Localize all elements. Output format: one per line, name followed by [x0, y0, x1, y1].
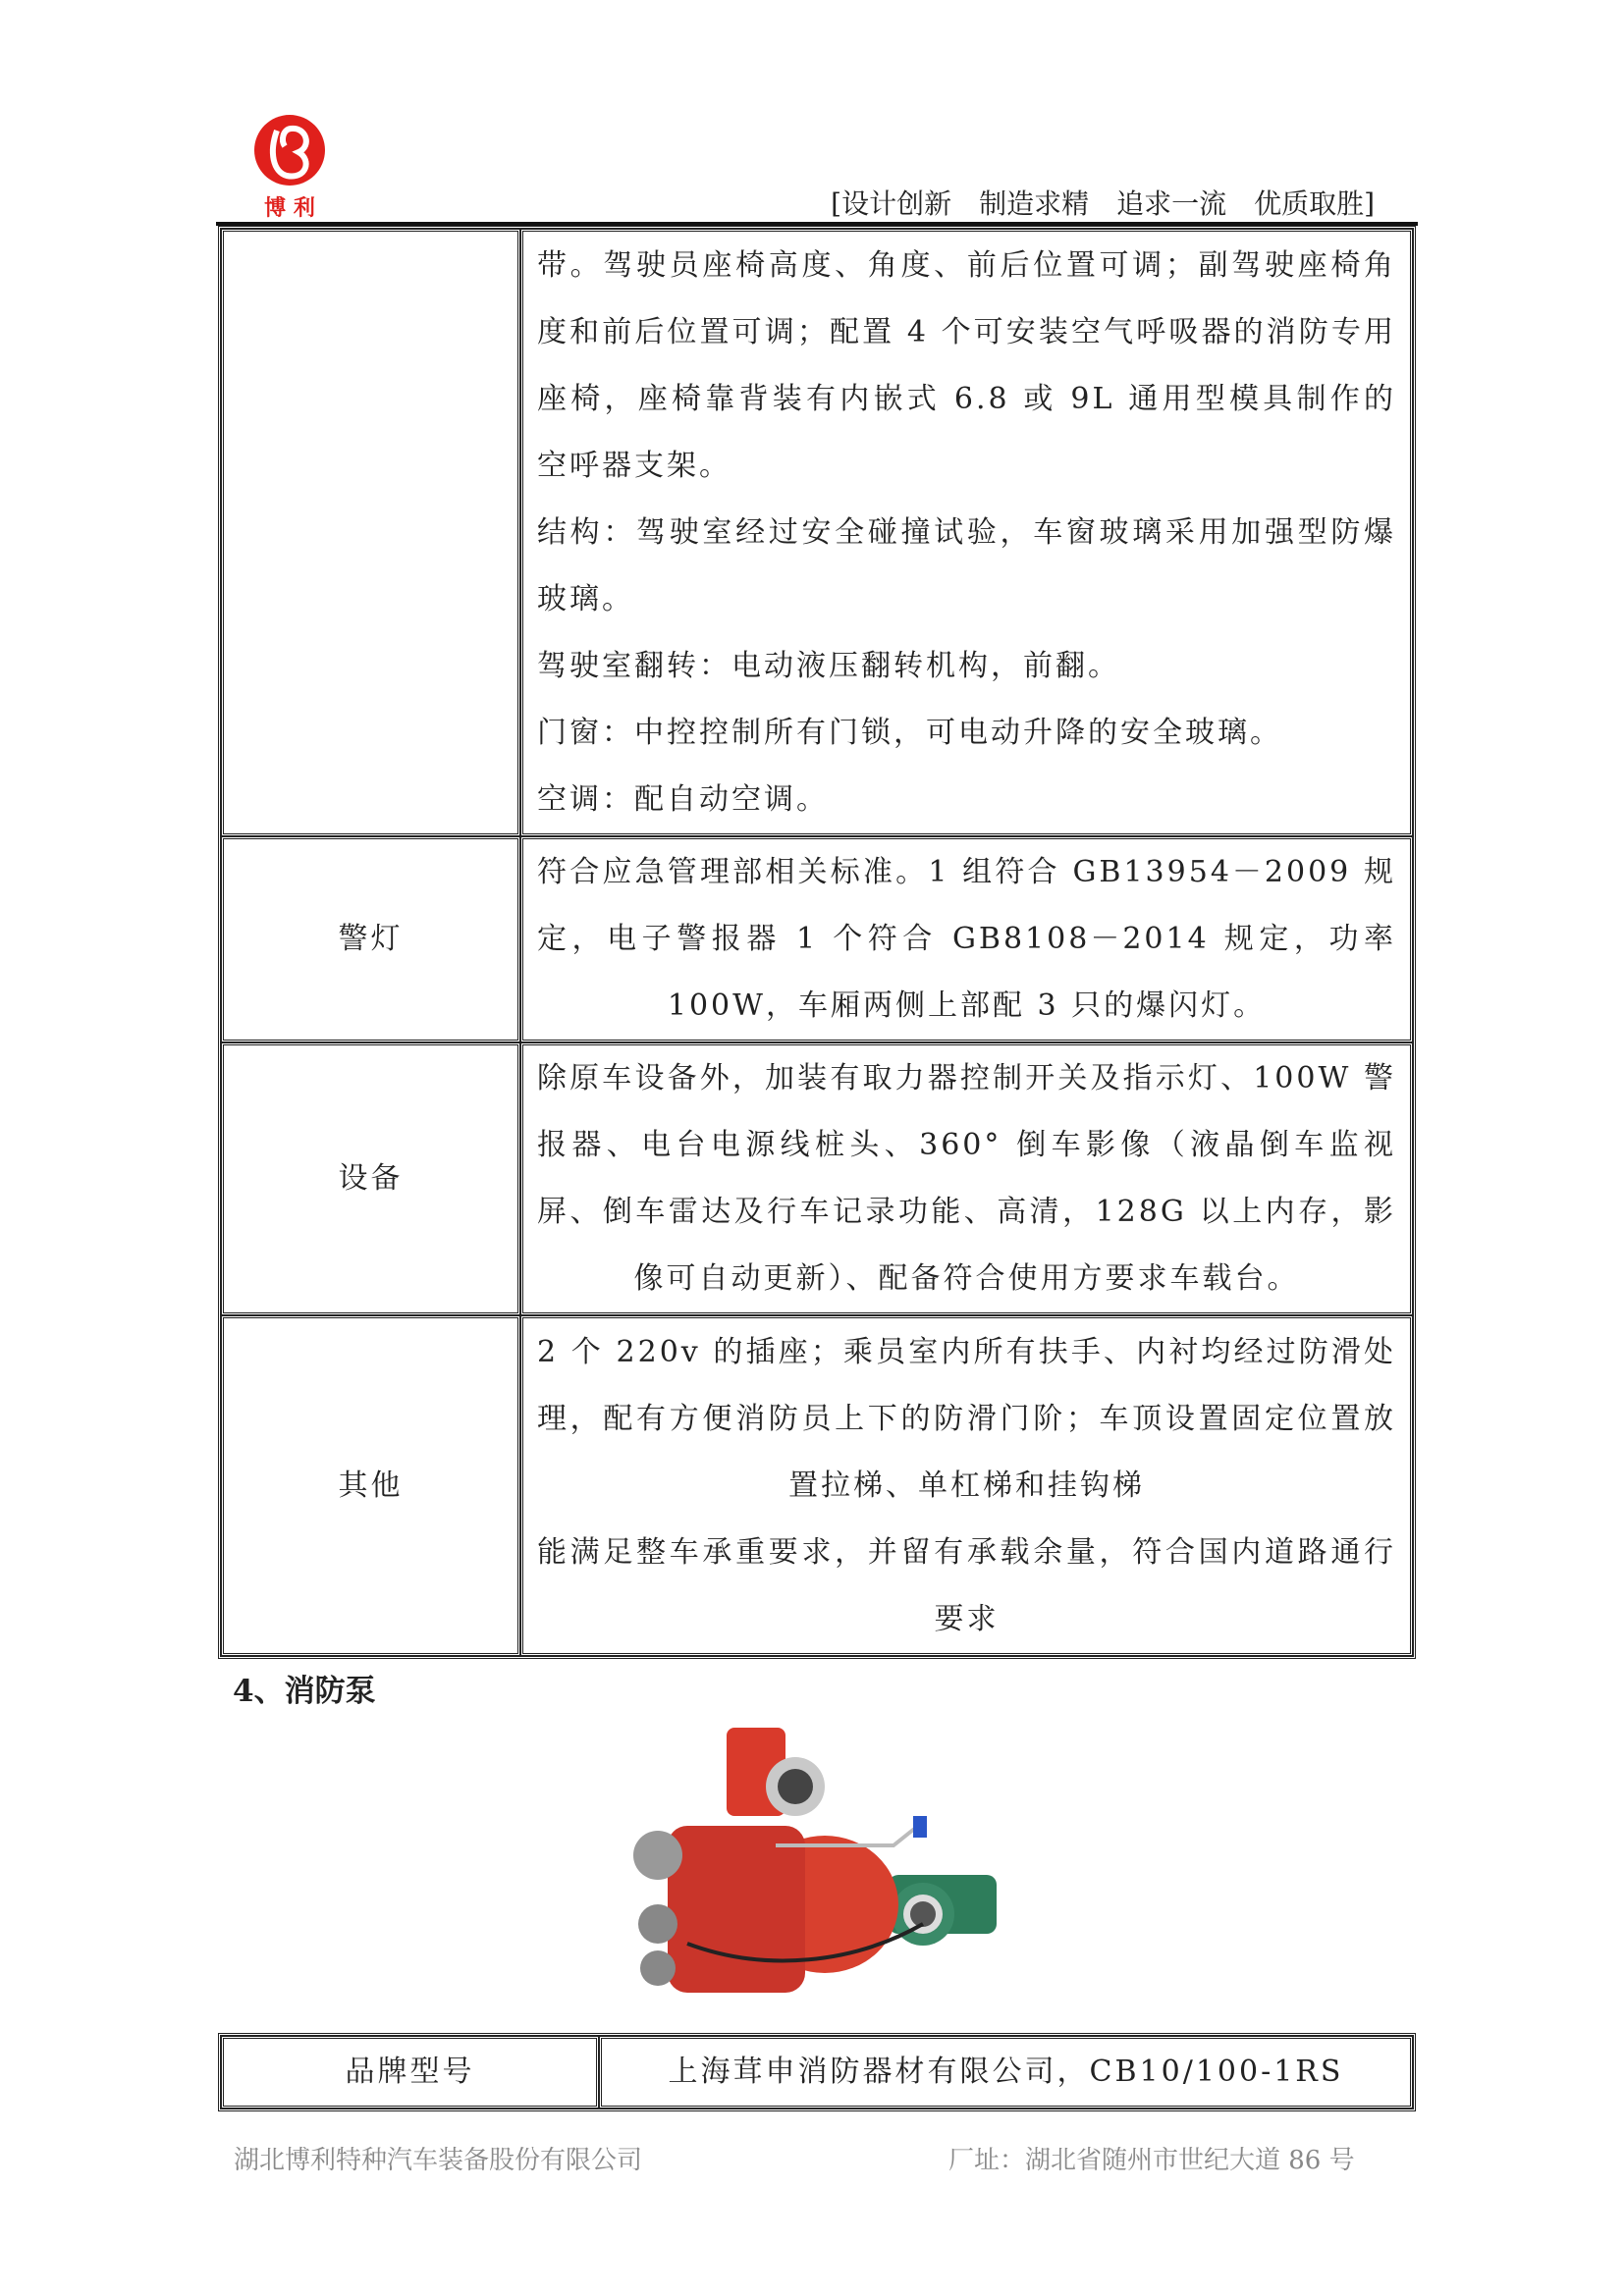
- row-key: 设备: [221, 1042, 520, 1315]
- row-value: [520, 229, 1413, 836]
- text-line: 2 个 220v 的插座；乘员室内所有扶手、内衬均经过防滑处理，配有方便消防员上下的防滑门阶；车顶设置固定位置放置拉梯、单杠梯和挂钩梯: [537, 1334, 1396, 1503]
- text-line: 空调：配自动空调。: [537, 781, 829, 817]
- row-key: 品牌型号: [221, 2036, 599, 2109]
- text-line: 驾驶室翻转：电动液压翻转机构，前翻。: [537, 648, 1120, 683]
- text-line: 门窗：中控控制所有门锁，可电动升降的安全玻璃。: [537, 715, 1282, 750]
- table-row: [221, 1042, 1413, 1315]
- footer-address: 厂址：湖北省随州市世纪大道 86 号: [948, 2146, 1355, 2175]
- text-line: 除原车设备外，加装有取力器控制开关及指示灯、100W 警报器、电台电源线桩头、360° 倒车影像（液晶倒车监视屏、倒车雷达及行车记录功能、高清，128G 以上内存，影像可自动更新）、配备符合使用方要求车载台。: [537, 1061, 1396, 1296]
- text-line: 带。驾驶员座椅高度、角度、前后位置可调；副驾驶座椅角度和前后位置可调；配置 4 个可安装空气呼吸器的消防专用座椅，座椅靠背装有内嵌式 6.8 或 9L 通用型模具制作的空呼器支架。: [537, 247, 1396, 483]
- row-key: 其他: [221, 1315, 520, 1656]
- table-row: [221, 2036, 1413, 2109]
- row-value: [520, 1042, 1413, 1315]
- footer-company: 湖北博利特种汽车装备股份有限公司: [234, 2146, 643, 2175]
- table-row: [221, 836, 1413, 1042]
- fire-pump-image: [628, 1728, 1011, 2022]
- pump-table: [218, 2033, 1416, 2111]
- row-key: [221, 229, 520, 836]
- spec-table: [218, 226, 1416, 1659]
- row-value: 上海茸申消防器材有限公司，CB10/100-1RS: [599, 2036, 1413, 2109]
- table-row: [221, 229, 1413, 836]
- row-value: [520, 836, 1413, 1042]
- row-value: [520, 1315, 1413, 1656]
- row-key: 警灯: [221, 836, 520, 1042]
- svg-text:博 利: 博 利: [264, 196, 315, 221]
- text-line: 能满足整车承重要求，并留有承载余量，符合国内道路通行要求: [537, 1534, 1396, 1636]
- table-row: [221, 1315, 1413, 1656]
- company-logo: [247, 113, 332, 221]
- slogan: [设计创新 制造求精 追求一流 优质取胜]: [831, 187, 1375, 220]
- text-line: 符合应急管理部相关标准。1 组符合 GB13954－2009 规定，电子警报器 1 个符合 GB8108－2014 规定，功率 100W，车厢两侧上部配 3 只的爆闪灯。: [537, 855, 1396, 1023]
- text-line: 结构：驾驶室经过安全碰撞试验，车窗玻璃采用加强型防爆玻璃。: [537, 514, 1396, 616]
- section-title: 4、消防泵: [233, 1674, 376, 1709]
